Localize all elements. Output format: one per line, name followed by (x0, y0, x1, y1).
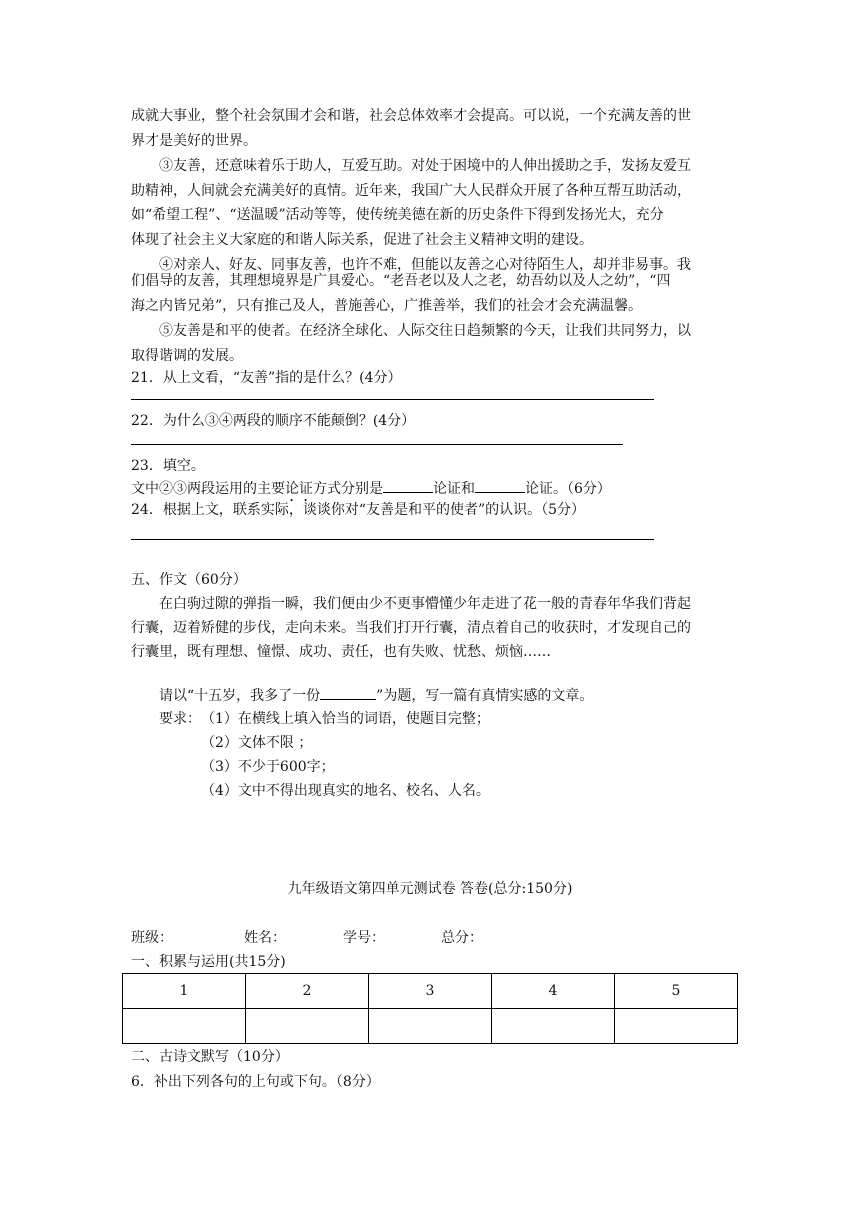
q23-dotted-text: 论证 (285, 481, 313, 497)
q23-blank-2[interactable] (475, 478, 525, 493)
answer-line-21[interactable] (131, 399, 654, 400)
total-score-label: 总分： (441, 930, 483, 946)
student-number-label: 学号： (343, 930, 385, 946)
answer-table (122, 973, 738, 1044)
question-6: 6．补出下列各句的上句或下句。（8分） (131, 1074, 380, 1090)
passage-line: 成就大事业，整个社会氛围才会和谐，社会总体效率才会提高。可以说，一个充满友善的世 (131, 108, 691, 124)
q23-text-4: 论证。（6分） (525, 481, 611, 497)
passage-line: 取得谐调的发展。 (131, 348, 243, 364)
answer-cell[interactable] (615, 1009, 738, 1044)
table-header-cell: 3 (369, 974, 492, 1009)
question-23: 23．填空。 (131, 458, 205, 474)
q23-text-3: 论证和 (433, 481, 475, 497)
answer-cell[interactable] (246, 1009, 369, 1044)
answer-line-24[interactable] (131, 539, 654, 540)
table-header-cell: 1 (123, 974, 246, 1009)
answer-line-22[interactable] (131, 444, 623, 445)
passage-line: 们倡导的友善，其理想境界是广具爱心。“老吾老以及人之老，幼吾幼以及人之幼”，“四 (131, 273, 671, 289)
essay-title-blank[interactable] (320, 685, 376, 700)
class-label: 班级： (131, 930, 173, 946)
table-header-cell: 4 (492, 974, 615, 1009)
question-21: 21．从上文看，“友善”指的是什么？(4分） (131, 370, 402, 386)
answer-cell[interactable] (369, 1009, 492, 1044)
q23-text-1: 文中②③两段运用的主要 (131, 481, 285, 497)
requirement-item: （3）不少于600字； (201, 759, 335, 775)
passage-line: ⑤友善是和平的使者。在经济全球化、人际交往日趋频繁的今天，让我们共同努力，以 (159, 323, 691, 339)
passage-line: 界才是美好的世界。 (131, 133, 257, 149)
requirement-item: （2）文体不限 ； (201, 735, 313, 751)
question-22: 22．为什么③④两段的顺序不能颠倒？(4分） (131, 413, 416, 429)
table-header-row (123, 974, 738, 1009)
passage-line: ③友善，还意味着乐于助人，互爱互助。对处于困境中的人伸出援助之手，发扬友爱互 (159, 158, 691, 174)
essay-prompt-text-1: 请以“十五岁，我多了一份 (159, 688, 321, 704)
answer-cell[interactable] (492, 1009, 615, 1044)
requirements-label: 要求： (159, 711, 201, 727)
q23-text-2: 方式分别是 (313, 481, 383, 497)
essay-intro-line: 行囊里，既有理想、憧憬、成功、责任，也有失败、忧愁、烦恼…… (131, 644, 551, 660)
essay-prompt (159, 685, 593, 706)
essay-intro-line: 在白驹过隙的弹指一瞬，我们便由少不更事懵懂少年走进了花一般的青春年华我们背起 (159, 596, 691, 612)
table-header-cell: 2 (246, 974, 369, 1009)
question-24: 24．根据上文，联系实际，谈谈你对“友善是和平的使者”的认识。（5分） (131, 502, 586, 518)
section-2-heading: 二、古诗文默写（10分） (131, 1049, 289, 1065)
passage-line: 如“希望工程”、“送温暖”活动等等，使传统美德在新的历史条件下得到发扬光大，充分 (131, 207, 664, 223)
name-label: 姓名： (244, 930, 286, 946)
passage-line: ④对亲人、好友、同事友善，也许不难，但能以友善之心对待陌生人，却并非易事。我 (159, 257, 691, 273)
table-header-cell: 5 (615, 974, 738, 1009)
answer-cell[interactable] (123, 1009, 246, 1044)
essay-prompt-text-2: ”为题，写一篇有真情实感的文章。 (376, 688, 594, 704)
passage-line: 体现了社会主义大家庭的和谐人际关系，促进了社会主义精神文明的建设。 (131, 232, 593, 248)
q23-blank-1[interactable] (383, 478, 433, 493)
requirement-item: （1）在横线上填入恰当的词语，使题目完整； (201, 711, 490, 727)
requirement-item: （4）文中不得出现真实的地名、校名、人名。 (201, 783, 490, 799)
answer-sheet-title: 九年级语文第四单元测试卷 答卷(总分:150分) (287, 881, 573, 897)
essay-intro-line: 行囊，迈着矫健的步伐，走向未来。当我们打开行囊，清点着自己的收获时，才发现自己的 (131, 620, 691, 636)
section-1-heading: 一、积累与运用(共15分) (131, 954, 286, 970)
essay-heading: 五、作文（60分） (131, 572, 247, 588)
table-answer-row (123, 1009, 738, 1044)
passage-line: 海之内皆兄弟”，只有推己及人，普施善心，广推善举，我们的社会才会充满温馨。 (131, 298, 643, 314)
passage-line: 助精神，人间就会充满美好的真情。近年来，我国广大人民群众开展了各种互帮互助活动， (131, 183, 691, 199)
